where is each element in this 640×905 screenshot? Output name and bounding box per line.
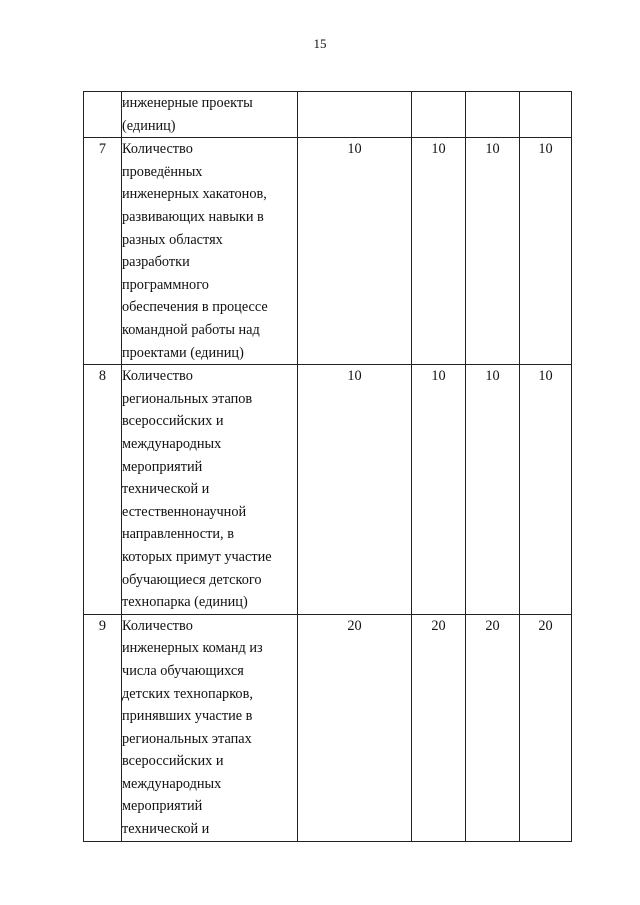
description-line: развивающих навыки в [122, 208, 264, 225]
indicators-table [83, 91, 572, 842]
description-line: всероссийских и [122, 413, 224, 430]
value-cell [298, 92, 412, 138]
description-line: проектами (единиц) [122, 344, 244, 361]
description-line: детских технопарков, [122, 685, 253, 702]
description-line: международных [122, 435, 222, 452]
value-cell [520, 92, 572, 138]
description-line: программного [122, 276, 209, 293]
description-line: командной работы над [122, 321, 260, 338]
description-line: Количество [122, 368, 193, 385]
table-row [84, 92, 572, 138]
row-number-cell: 7 [84, 138, 122, 365]
row-number-cell: 8 [84, 365, 122, 615]
indicator-description-cell [122, 365, 298, 615]
description-line: технической и [122, 821, 210, 838]
description-line: разработки [122, 254, 190, 271]
row-number-cell [84, 92, 122, 138]
description-line: технической и [122, 481, 210, 498]
table-row [84, 614, 572, 841]
value-cell: 20 [412, 614, 466, 841]
value-cell: 20 [298, 614, 412, 841]
description-line: которых примут участие [122, 548, 272, 565]
description-line: мероприятий [122, 458, 203, 475]
indicator-description-cell [122, 92, 298, 138]
value-cell: 10 [298, 365, 412, 615]
description-line: естественнонаучной [122, 503, 247, 520]
value-cell: 20 [466, 614, 520, 841]
page-number: 15 [313, 36, 327, 51]
description-line: инженерных команд из [122, 640, 263, 657]
description-line: международных [122, 775, 222, 792]
description-line: инженерных хакатонов, [122, 186, 267, 203]
description-line: принявших участие в [122, 708, 253, 725]
description-line: региональных этапах [122, 730, 252, 747]
table-row [84, 138, 572, 365]
description-line: Количество [122, 141, 193, 158]
description-line: проведённых [122, 163, 203, 180]
value-cell [412, 92, 466, 138]
description-line: направленности, в [122, 526, 234, 543]
description-line: обучающиеся детского [122, 571, 262, 588]
value-cell: 10 [520, 365, 572, 615]
value-cell: 10 [466, 138, 520, 365]
value-cell: 20 [520, 614, 572, 841]
description-line: мероприятий [122, 798, 203, 815]
value-cell: 10 [412, 365, 466, 615]
description-line: всероссийских и [122, 753, 224, 770]
description-line: обеспечения в процессе [122, 299, 268, 316]
table-row [84, 365, 572, 615]
indicator-description-cell [122, 138, 298, 365]
value-cell [466, 92, 520, 138]
description-line: (единиц) [122, 117, 176, 134]
indicator-description-cell [122, 614, 298, 841]
description-line: Количество [122, 617, 193, 634]
description-line: разных областях [122, 231, 223, 248]
description-line: региональных этапов [122, 390, 253, 407]
value-cell: 10 [298, 138, 412, 365]
description-line: числа обучающихся [122, 662, 244, 679]
value-cell: 10 [466, 365, 520, 615]
description-line: технопарка (единиц) [122, 594, 248, 611]
value-cell: 10 [412, 138, 466, 365]
description-line: инженерные проекты [122, 95, 253, 111]
value-cell: 10 [520, 138, 572, 365]
indicators-table-body [84, 92, 572, 842]
row-number-cell: 9 [84, 614, 122, 841]
